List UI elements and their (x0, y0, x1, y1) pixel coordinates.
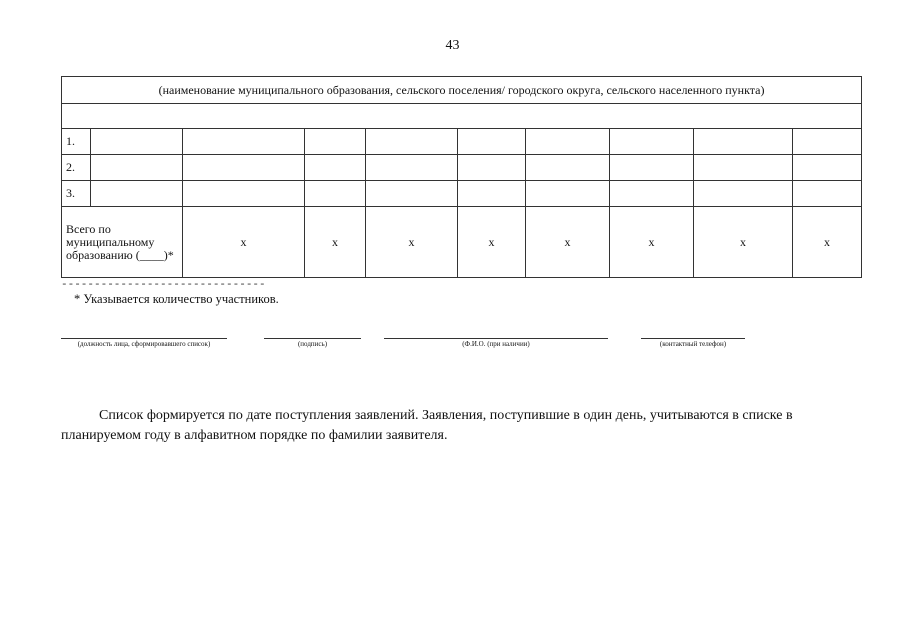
table-cell (305, 155, 366, 181)
signature-line-name (384, 338, 608, 339)
row-number: 3. (62, 181, 91, 207)
total-mark: х (694, 207, 793, 278)
table-cell (610, 129, 694, 155)
table-cell (458, 155, 526, 181)
footnote-separator: ------------------------------- (61, 279, 266, 291)
footnote: * Указывается количество участников. (74, 292, 279, 306)
table-cell (366, 155, 458, 181)
total-row (62, 207, 862, 278)
table-cell (694, 129, 793, 155)
total-mark: х (793, 207, 862, 278)
table-cell (694, 181, 793, 207)
table-cell (793, 129, 862, 155)
signature-line-phone (641, 338, 745, 339)
table-cell (610, 155, 694, 181)
table-cell (366, 129, 458, 155)
table-blank-row (62, 104, 862, 129)
total-label: Всего по муниципальному образованию (____)* (62, 207, 183, 278)
table-cell (694, 155, 793, 181)
table-cell (526, 129, 610, 155)
caption-signature: (подпись) (297, 340, 328, 348)
table-cell (91, 181, 183, 207)
table-cell (305, 129, 366, 155)
table-cell (793, 155, 862, 181)
total-mark: х (526, 207, 610, 278)
signature-line-position (61, 338, 227, 339)
total-mark: х (458, 207, 526, 278)
total-mark: х (366, 207, 458, 278)
total-mark: х (305, 207, 366, 278)
caption-phone: (контактный телефон) (659, 340, 727, 348)
page-number: 43 (445, 38, 460, 53)
table-header: (наименование муниципального образования, сельского поселения/ городского округа, сельского населенного пункта) (62, 77, 862, 104)
table-cell (526, 155, 610, 181)
table-row (62, 155, 862, 181)
table-cell (183, 181, 305, 207)
caption-position: (должность лица, сформировавшего список) (77, 340, 211, 348)
participants-table (61, 76, 862, 278)
table-row (62, 129, 862, 155)
caption-name: (Ф.И.О. (при наличии) (462, 340, 530, 348)
body-paragraph: Список формируется по дате поступления заявлений. Заявления, поступившие в один день, учитываются в списке в планируемом году в алфавитном порядке по фамилии заявителя. (61, 408, 793, 443)
signature-line-signature (264, 338, 361, 339)
table-cell (183, 129, 305, 155)
table-cell (793, 181, 862, 207)
table-cell (366, 181, 458, 207)
table-cell (458, 181, 526, 207)
table-cell (458, 129, 526, 155)
table-cell (183, 155, 305, 181)
table-cell (610, 181, 694, 207)
row-number: 1. (62, 129, 91, 155)
table-cell (305, 181, 366, 207)
row-number: 2. (62, 155, 91, 181)
table-cell (526, 181, 610, 207)
total-mark: х (610, 207, 694, 278)
table-row (62, 181, 862, 207)
total-mark: х (183, 207, 305, 278)
table-cell (91, 155, 183, 181)
table-cell (91, 129, 183, 155)
